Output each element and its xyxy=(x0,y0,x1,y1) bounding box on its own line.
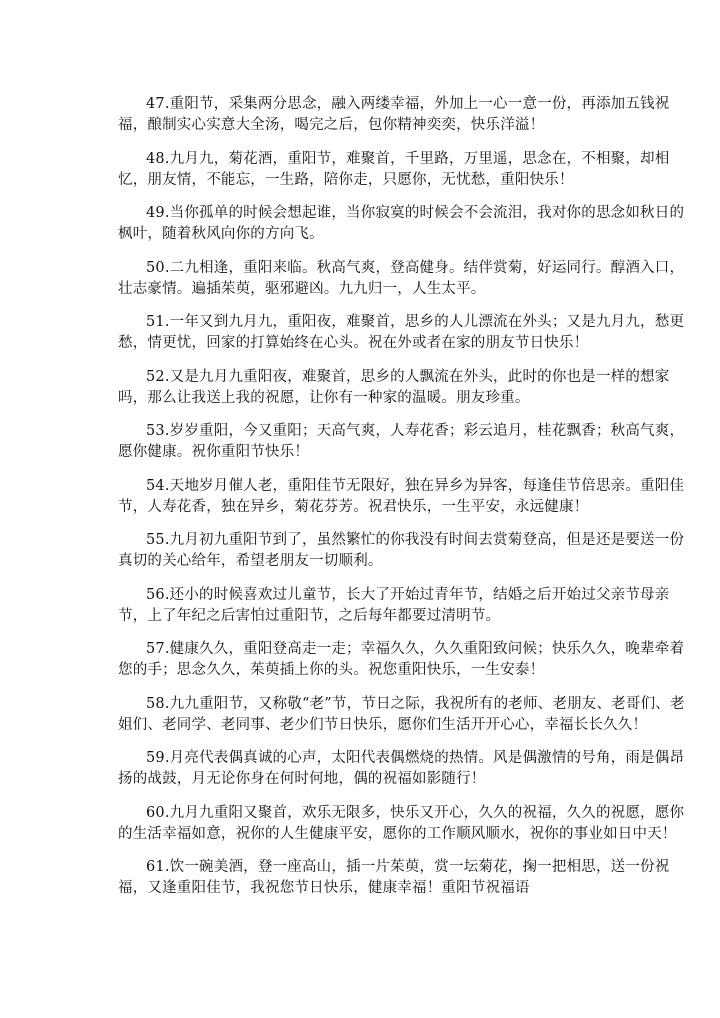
paragraph-47: 47.重阳节，采集两分思念，融入两缕幸福，外加上一心一意一份，再添加五钱祝福，酿制实心实意大全汤，喝完之后，包你精神奕奕，快乐洋溢！ xyxy=(118,96,670,133)
paragraph-52: 52.又是九月九重阳夜，难聚首，思乡的人飘流在外头，此时的你也是一样的想家吗，那么让我送上我的祝愿，让你有一种家的温暖。朋友珍重。 xyxy=(118,368,670,406)
paragraph-51: 51.一年又到九月九，重阳夜，难聚首，思乡的人儿漂流在外头；又是九月九，愁更愁，情更忧，回家的打算始终在心头。祝在外或者在家的朋友节日快乐！ xyxy=(118,314,685,351)
paragraph-55: 55.九月初九重阳节到了，虽然繁忙的你我没有时间去赏菊登高，但是还是要送一份真切的关心给年，希望老朋友一切顺利。 xyxy=(118,532,685,569)
paragraph-57: 57.健康久久，重阳登高走一走；幸福久久，久久重阳致问候；快乐久久，晚辈牵着您的手；思念久久，茱萸插上你的头。祝您重阳快乐，一生安泰！ xyxy=(118,641,685,678)
paragraph-50: 50.二九相逢，重阳来临。秋高气爽，登高健身。结伴赏菊，好运同行。醇酒入口，壮志豪情。遍插茱萸，驱邪避凶。九九归一，人生太平。 xyxy=(118,259,685,297)
paragraph-49: 49.当你孤单的时候会想起谁，当你寂寞的时候会不会流泪，我对你的思念如秋日的枫叶，随着秋风向你的方向飞。 xyxy=(118,205,685,242)
paragraph-61: 61.饮一碗美酒，登一座高山，插一片茱萸，赏一坛菊花，掬一把相思，送一份祝福，又逢重阳佳节，我祝您节日快乐，健康幸福！重阳节祝福语 xyxy=(118,859,670,896)
paragraph-60: 60.九月九重阳又聚首，欢乐无限多，快乐又开心，久久的祝福，久久的祝愿，愿你的生活幸福如意，祝你的人生健康平安，愿你的工作顺风顺水，祝你的事业如日中天！ xyxy=(118,804,685,842)
paragraph-54: 54.天地岁月催人老，重阳佳节无限好，独在异乡为异客，每逢佳节倍思亲。重阳佳节，人寿花香，独在异乡，菊花芬芳。祝君快乐，一生平安，永远健康！ xyxy=(118,477,685,515)
paragraph-48: 48.九月九，菊花酒，重阳节，难聚首，千里路，万里遥，思念在，不相聚，却相忆，朋友情，不能忘，一生路，陪你走，只愿你，无忧愁，重阳快乐！ xyxy=(118,150,670,188)
paragraph-56: 56.还小的时候喜欢过儿童节，长大了开始过青年节，结婚之后开始过父亲节母亲节，上了年纪之后害怕过重阳节，之后每年都要过清明节。 xyxy=(118,586,670,624)
paragraph-59: 59.月亮代表偶真诚的心声，太阳代表偶燃烧的热情。风是偶激情的号角，雨是偶昂扬的战鼓，月无论你身在何时何地，偶的祝福如影随行！ xyxy=(118,750,685,787)
document-body xyxy=(118,94,688,912)
paragraph-58: 58.九九重阳节，又称敬“老”节，节日之际，我祝所有的老师、老朋友、老哥们、老姐们、老同学、老同事、老少们节日快乐，愿你们生活开开心心，幸福长长久久！ xyxy=(118,695,685,733)
paragraph-53: 53.岁岁重阳，今又重阳；天高气爽，人寿花香；彩云追月，桂花飘香；秋高气爽，愿你健康。祝你重阳节快乐！ xyxy=(118,423,685,460)
